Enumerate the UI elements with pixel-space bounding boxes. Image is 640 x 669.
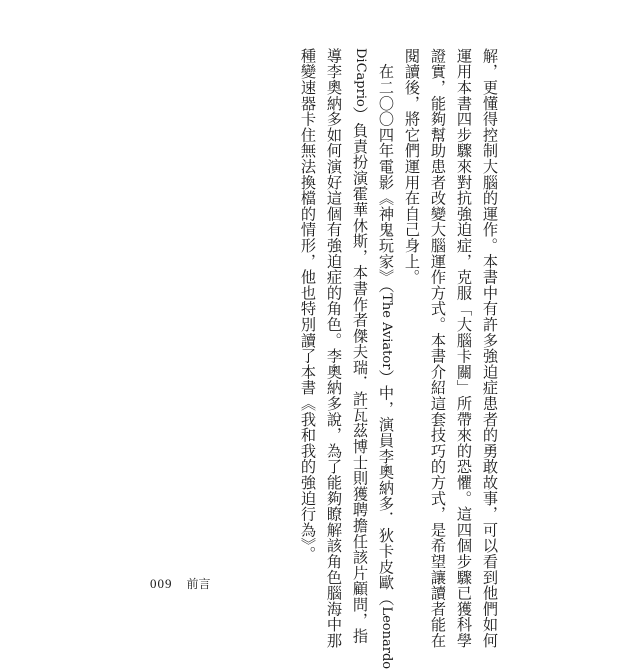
page-number: 009	[150, 576, 173, 591]
text-column-3: 證實，能夠幫助患者改變大腦運作方式。本書介紹這套技巧的方式，是希望讓讀者能在	[429, 48, 447, 649]
film-title-latin: The Aviator	[379, 293, 394, 370]
text-column-6-rest: ）負責扮演霍華休斯，本書作者傑夫瑞．許瓦茲博士則獲聘擔任該片顧問，指	[351, 106, 369, 645]
text-column-4: 閱讀後，將它們運用在自己身上。	[403, 48, 421, 285]
page-footer	[150, 575, 211, 592]
text-column-5-part-b: ）中，演員李奧納多．狄卡皮歐（	[377, 369, 395, 607]
text-column-8: 種變速器卡住無法換檔的情形，他也特別讀了本書《我和我的強迫行為》。	[299, 48, 317, 562]
text-column-2: 運用本書四步驟來對抗強迫症，克服「大腦卡關」所帶來的恐懼。這四個步驟已獲科學	[455, 48, 473, 649]
actor-surname-latin: DiCaprio	[353, 48, 368, 107]
section-title: 前言	[186, 577, 211, 591]
text-column-7: 導李奧納多如何演好這個有強迫症的角色。李奧納多說，為了能夠瞭解該角色腦海中那	[325, 48, 343, 649]
text-column-5-part-a: 在二〇〇四年電影《神鬼玩家》（	[377, 48, 395, 294]
text-column-6	[350, 48, 370, 644]
text-column-5	[376, 48, 396, 669]
actor-name-latin: Leonardo	[379, 606, 394, 669]
text-column-1: 解，更懂得控制大腦的運作。本書中有許多強迫症患者的勇敢故事，可以看到他們如何	[481, 48, 499, 649]
